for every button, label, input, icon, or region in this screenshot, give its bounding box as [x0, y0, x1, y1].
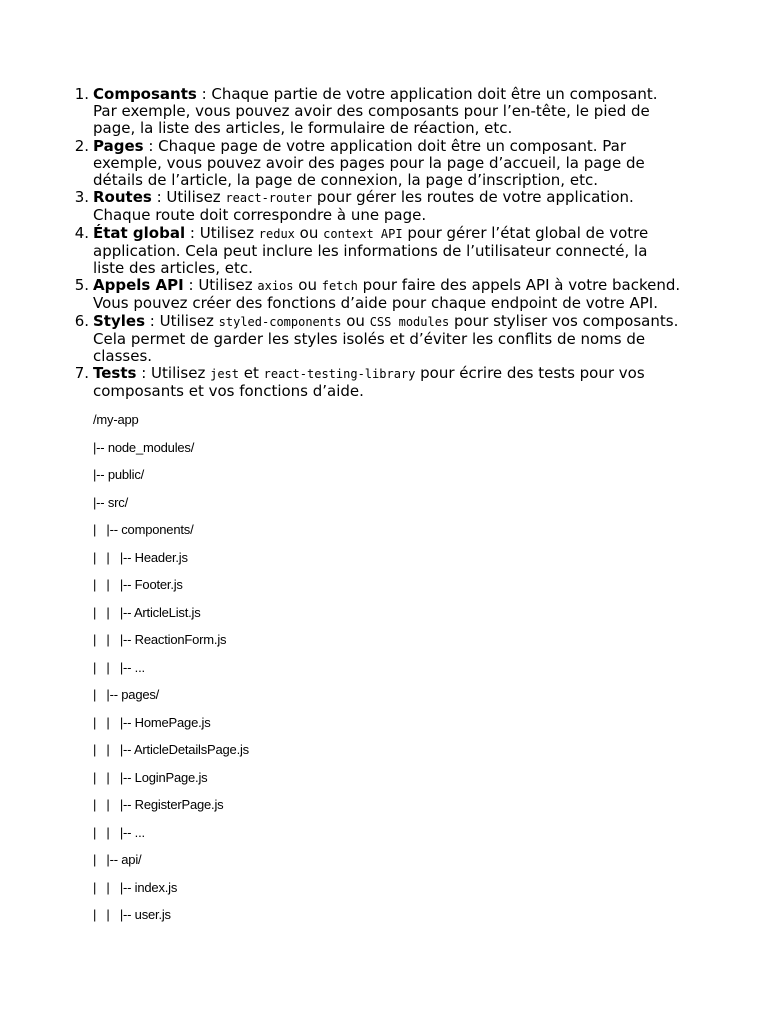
inline-code: react-router	[225, 191, 313, 206]
list-item	[74, 276, 683, 313]
list-term: Routes	[93, 188, 152, 207]
tree-line: | | |-- Header.js	[93, 549, 188, 565]
list-text: ou	[341, 311, 370, 330]
list-number: 1.	[74, 85, 89, 103]
tree-line: | | |-- LoginPage.js	[93, 769, 208, 785]
list-text: ou	[293, 276, 322, 295]
tree-line: | | |-- ...	[93, 659, 145, 675]
list-number: 5.	[74, 276, 89, 295]
list-text: pour écrire des tests pour vos composants et vos fonctions d’aide.	[93, 364, 645, 401]
list-number: 6.	[74, 311, 89, 330]
list-item	[74, 223, 683, 278]
inline-code: jest	[210, 367, 239, 382]
list-term: Appels API	[93, 276, 184, 295]
list-text: : Chaque page de votre application doit être un composant. Par exemple, vous pouvez avoir des pages pour la page d’accueil, la page de détails de l’article, la page de connexion, la page d’inscription, etc.	[93, 136, 645, 190]
list-term: Styles	[93, 311, 145, 330]
list-item	[74, 136, 683, 190]
numbered-list	[74, 85, 683, 401]
list-item	[74, 85, 683, 138]
list-item	[74, 188, 683, 225]
list-number: 2.	[74, 136, 89, 155]
list-text: : Utilisez	[145, 311, 219, 330]
inline-code: styled-components	[218, 314, 342, 329]
inline-code: axios	[257, 279, 294, 294]
list-text: et	[239, 364, 264, 383]
tree-line: | | |-- user.js	[93, 907, 171, 922]
tree-line: | | |-- RegisterPage.js	[93, 797, 224, 812]
tree-line: | | |-- ArticleDetailsPage.js	[93, 742, 249, 757]
inline-code: redux	[258, 226, 295, 241]
tree-line: | | |-- Footer.js	[93, 577, 183, 592]
tree-line: |-- node_modules/	[93, 439, 195, 455]
list-text: : Chaque partie de votre application doit être un composant. Par exemple, vous pouvez avoir des composants pour l’en-tête, le pied de page, la liste des articles, le formulaire de réaction, etc.	[93, 85, 658, 138]
tree-line: | |-- components/	[93, 522, 194, 537]
inline-code: react-testing-library	[263, 367, 416, 382]
tree-line: | |-- pages/	[93, 687, 160, 702]
tree-line: |-- src/	[93, 494, 128, 510]
list-term: État global	[93, 223, 186, 242]
list-text: ou	[294, 223, 324, 242]
tree-line: | | |-- ...	[93, 824, 145, 840]
tree-line: | | |-- ReactionForm.js	[93, 632, 227, 647]
list-text: pour gérer les routes de votre application. Chaque route doit correspondre à une page.	[93, 188, 634, 225]
list-text: pour styliser vos composants. Cela permet de garder les styles isolés et d’éviter les conflits de noms de classes.	[93, 311, 679, 366]
folder-tree	[93, 408, 249, 931]
list-term: Pages	[93, 136, 144, 155]
tree-line: | | |-- index.js	[93, 879, 178, 895]
tree-line: |-- public/	[93, 467, 145, 482]
inline-code: context API	[323, 226, 403, 241]
inline-code: fetch	[321, 279, 358, 294]
list-item	[74, 364, 683, 401]
list-text: pour gérer l’état global de votre application. Cela peut inclure les informations de l’utilisateur connecté, la liste des articles, etc.	[93, 223, 649, 278]
list-text: : Utilisez	[151, 188, 226, 207]
list-number: 7.	[74, 364, 89, 383]
list-text: : Utilisez	[183, 276, 258, 295]
list-text: : Utilisez	[185, 223, 259, 242]
list-term: Tests	[93, 364, 137, 383]
tree-line: | |-- api/	[93, 852, 142, 867]
tree-line: | | |-- ArticleList.js	[93, 604, 201, 620]
list-item	[74, 311, 683, 366]
tree-line: | | |-- HomePage.js	[93, 714, 211, 730]
tree-line: /my-app	[93, 412, 139, 427]
list-text: : Utilisez	[136, 364, 211, 383]
list-term: Composants	[93, 85, 197, 103]
list-number: 4.	[74, 223, 89, 242]
list-text: pour faire des appels API à votre backend. Vous pouvez créer des fonctions d’aide pour chaque endpoint de votre API.	[93, 276, 681, 313]
list-number: 3.	[74, 188, 89, 207]
inline-code: CSS modules	[369, 314, 450, 329]
